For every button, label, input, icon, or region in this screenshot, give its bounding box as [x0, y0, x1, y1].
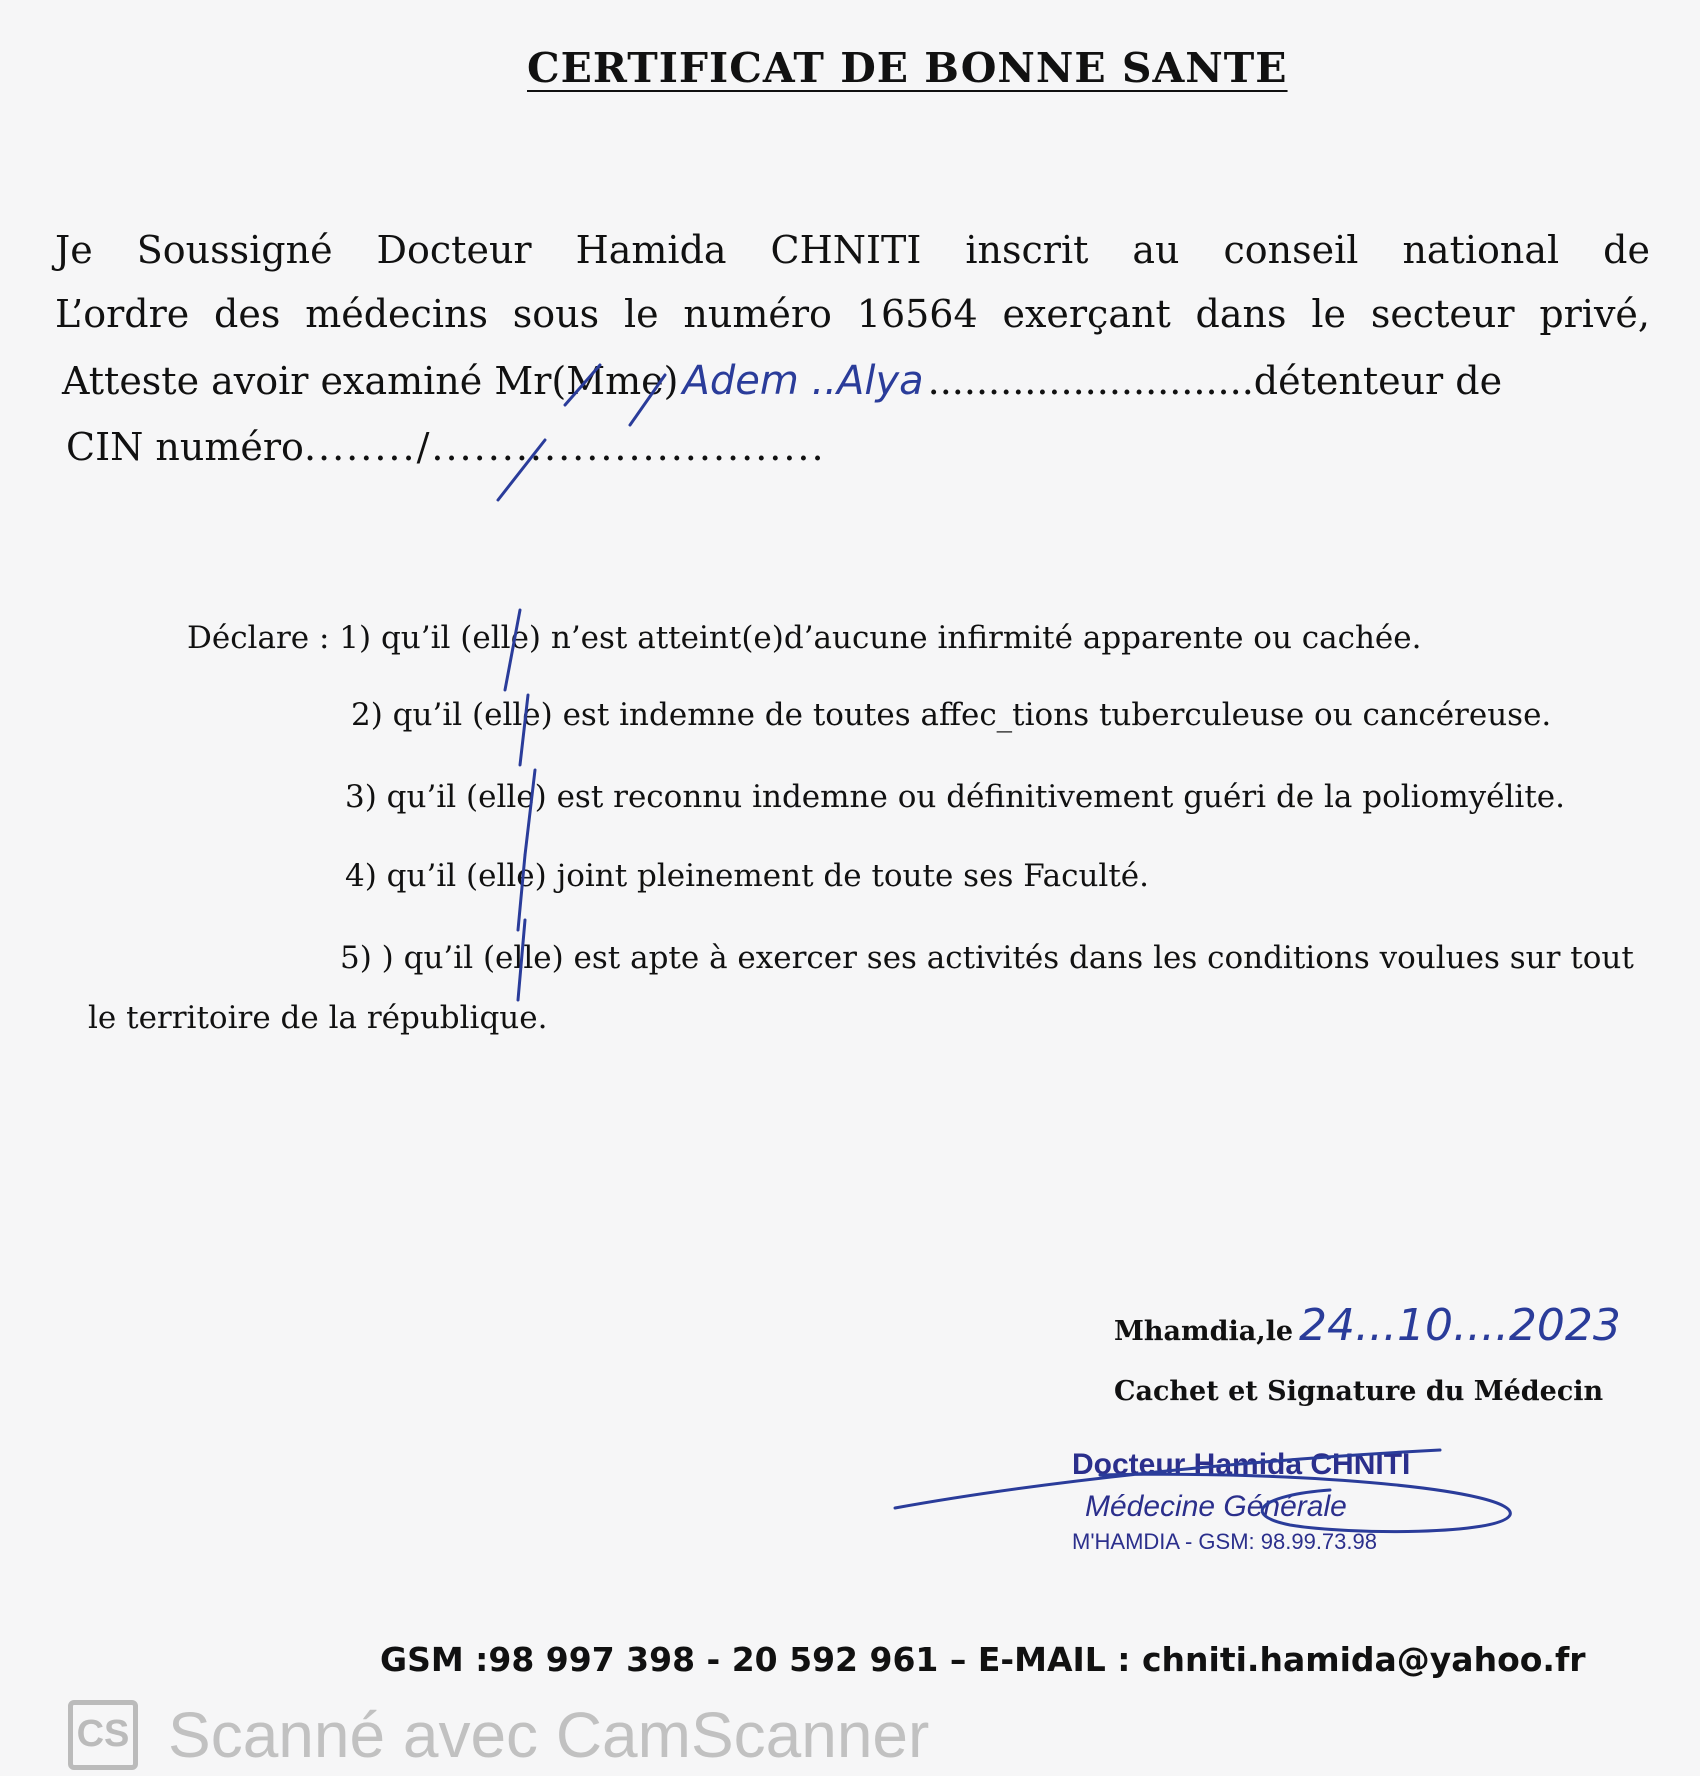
cin-line [66, 425, 826, 469]
patient-name-handwritten: Adem ..Alya [682, 358, 924, 404]
declaration-5-continued: le territoire de la république. [88, 1000, 548, 1036]
body-line-1: Je Soussigné Docteur Hamida CHNITI inscrit au conseil national de [55, 228, 1650, 272]
body-line-2: L’ordre des médecins sous le numéro 16564 exerçant dans le secteur privé, [55, 292, 1650, 336]
camscanner-watermark: Scanné avec CamScanner [168, 1699, 930, 1771]
declaration-1: Déclare : 1) qu’il (elle) n’est atteint(e)d’aucune infirmité apparente ou cachée. [187, 620, 1422, 656]
attest-prefix: Atteste avoir examiné Mr(Mme) [62, 359, 679, 403]
date-handwritten: 24...10....2023 [1299, 1300, 1621, 1351]
stamp-doctor-name: Docteur Hamida CHNITI [1072, 1448, 1411, 1481]
document-title: CERTIFICAT DE BONNE SANTE [527, 44, 1288, 92]
camscanner-logo: CS [68, 1700, 138, 1770]
attest-suffix: détenteur de [1253, 359, 1503, 403]
attest-line [62, 358, 1502, 404]
cin-dots: ......../............................ [303, 425, 826, 469]
place-date-label: Mhamdia,le [1114, 1316, 1294, 1347]
declaration-5: 5) ) qu’il (elle) est apte à exercer ses activités dans les conditions voulues sur tout [340, 940, 1634, 976]
declaration-4: 4) qu’il (elle) joint pleinement de toute ses Faculté. [345, 858, 1149, 894]
footer-contact: GSM :98 997 398 - 20 592 961 – E-MAIL : chniti.hamida@yahoo.fr [380, 1640, 1586, 1679]
declaration-3: 3) qu’il (elle) est reconnu indemne ou définitivement guéri de la poliomyélite. [345, 779, 1565, 815]
attest-dots: ........................... [927, 359, 1254, 403]
cin-label: CIN numéro [66, 425, 304, 469]
signature-label: Cachet et Signature du Médecin [1114, 1376, 1604, 1407]
stamp-specialty: Médecine Générale [1085, 1490, 1347, 1523]
declaration-2: 2) qu’il (elle) est indemne de toutes affec_tions tuberculeuse ou cancéreuse. [351, 697, 1552, 733]
stamp-contact: M'HAMDIA - GSM: 98.99.73.98 [1072, 1529, 1377, 1554]
place-date-line [1114, 1300, 1621, 1351]
